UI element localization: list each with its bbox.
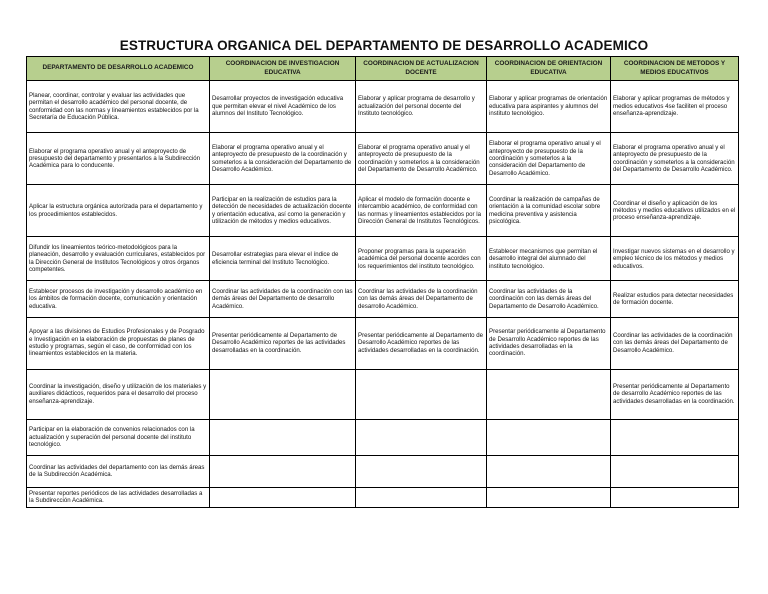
table-cell: Participar en la elaboración de convenios relacionados con la actualización y superación del personal docente del instituto tecnológico.: [27, 419, 210, 455]
header-investigacion: COORDINACION DE INVESTIGACION EDUCATIVA: [210, 57, 356, 81]
table-cell: Coordinar las actividades de la coordinación con las demás áreas del Departamento de desarrollo Académico.: [210, 281, 356, 317]
table-cell: Aplicar la estructura orgánica autorizada para el departamento y los procedimientos establecidos.: [27, 185, 210, 237]
table-cell: [210, 455, 356, 487]
table-cell: Coordinar la investigación, diseño y utilización de los materiales y auxiliares didácticos, requeridos para el desarrollo del proceso enseñanza-aprendizaje.: [27, 369, 210, 419]
table-cell: Coordinar el diseño y aplicación de los métodos y medios educativos utilizados en el proceso enseñanza-aprendizaje.: [611, 185, 739, 237]
table-cell: Coordinar las actividades del departamento con las demás áreas de la Subdirección Académica.: [27, 455, 210, 487]
table-cell: [487, 369, 611, 419]
table-cell: [611, 487, 739, 507]
table-cell: Elaborar el programa operativo anual y el anteproyecto de presupuesto de la coordinación y someterlos a la consideración del Departamento de Desarrollo Académico.: [611, 133, 739, 185]
table-row: [27, 237, 739, 281]
table-cell: [210, 487, 356, 507]
table-cell: Desarrollar estrategias para elevar el índice de eficiencia terminal del Instituto Tecnológico.: [210, 237, 356, 281]
table-cell: Coordinar las actividades de la coordinación con las demás áreas del Departamento de desarrollo Académico.: [356, 281, 487, 317]
table-cell: Elaborar el programa operativo anual y el anteproyecto de presupuesto de la coordinación y someterlos a la consideración del Departamento de Desarrollo Académico.: [487, 133, 611, 185]
table-cell: [356, 419, 487, 455]
table-cell: [210, 369, 356, 419]
table-cell: Presentar reportes periódicos de las actividades desarrolladas a la Subdirección Académica.: [27, 487, 210, 507]
table-cell: Proponer programas para la superación académica del personal docente acordes con los requerimientos del instituto tecnológico.: [356, 237, 487, 281]
table-cell: Difundir los lineamientos teórico-metodológicos para la planeación, desarrollo y evaluación curriculares, establecidos por la Dirección General de Institutos Tecnológicos y otros órganos competentes.: [27, 237, 210, 281]
table-cell: Elaborar y aplicar programas de métodos y medios educativos 4se faciliten el proceso enseñanza-aprendizaje.: [611, 81, 739, 133]
header-actualizacion: COORDINACION DE ACTUALIZACION DOCENTE: [356, 57, 487, 81]
table-header-row: [27, 57, 739, 81]
table-cell: Coordinar las actividades de la coordinación con las demás áreas del Departamento de Desarrollo Académico.: [487, 281, 611, 317]
table-cell: Desarrollar proyectos de investigación educativa que permitan elevar el nivel Académico de los alumnos del Instituto Tecnológico.: [210, 81, 356, 133]
table-cell: Elaborar y aplicar programas de orientación educativa para aspirantes y alumnos del instituto tecnológico.: [487, 81, 611, 133]
table-row: [27, 455, 739, 487]
table-cell: Elaborar el programa operativo anual y el anteproyecto de presupuesto de la coordinación y someterlos a la consideración del Departamento de Desarrollo Académico.: [210, 133, 356, 185]
table-cell: Coordinar la realización de campañas de orientación a la comunidad escolar sobre medicina preventiva y asistencia psicológica.: [487, 185, 611, 237]
table-cell: [356, 455, 487, 487]
table-cell: Aplicar el modelo de formación docente e intercambio académico, de conformidad con las normas y lineamientos establecidos por la Dirección General de Institutos Tecnológicos.: [356, 185, 487, 237]
table-cell: Elaborar el programa operativo anual y el anteproyecto de presupuesto del departamento y presentarlos a la Subdirección Académica para lo conducente.: [27, 133, 210, 185]
table-row: [27, 487, 739, 507]
table-cell: [611, 419, 739, 455]
table-cell: [356, 487, 487, 507]
table-row: [27, 281, 739, 317]
table-cell: Establecer mecanismos que permitan el desarrollo integral del alumnado del instituto tecnológico.: [487, 237, 611, 281]
table-cell: Participar en la realización de estudios para la detección de necesidades de actualización docente y orientación educativa, así como la generación y utilización de métodos y medios educativos.: [210, 185, 356, 237]
header-metodos: COORDINACION DE METODOS Y MEDIOS EDUCATIVOS: [611, 57, 739, 81]
table-cell: [611, 455, 739, 487]
table-cell: [356, 369, 487, 419]
org-structure-table: [26, 56, 739, 508]
table-cell: Coordinar las actividades de la coordinación con las demás áreas del Departamento de Desarrollo Académico.: [611, 317, 739, 369]
table-cell: Elaborar y aplicar programa de desarrollo y actualización del personal docente del Instituto tecnológico.: [356, 81, 487, 133]
table-cell: [487, 419, 611, 455]
table-cell: Presentar periódicamente al Departamento de desarrollo Académico reportes de las actividades desarrolladas en la coordinación.: [611, 369, 739, 419]
table-row: [27, 419, 739, 455]
header-orientacion: COORDINACION DE ORIENTACION EDUCATIVA: [487, 57, 611, 81]
table-row: [27, 81, 739, 133]
table-row: [27, 133, 739, 185]
table-cell: Investigar nuevos sistemas en el desarrollo y empleo técnico de los métodos y medios educativos.: [611, 237, 739, 281]
page-title: ESTRUCTURA ORGANICA DEL DEPARTAMENTO DE DESARROLLO ACADEMICO: [119, 38, 649, 53]
table-cell: Realizar estudios para detectar necesidades de formación docente.: [611, 281, 739, 317]
table-cell: Planear, coordinar, controlar y evaluar las actividades que permitan el desarrollo académico del personal docente, de conformidad con las normas y lineamientos establecidos por la Secretaría de Educación Pública.: [27, 81, 210, 133]
table-cell: Presentar periódicamente al Departamento de Desarrollo Académico reportes de las actividades desarrolladas en la coordinación.: [487, 317, 611, 369]
header-departamento: DEPARTAMENTO DE DESARROLLO ACADEMICO: [27, 57, 210, 81]
table-cell: [487, 487, 611, 507]
table-cell: [487, 455, 611, 487]
table-row: [27, 185, 739, 237]
table-row: [27, 317, 739, 369]
table-row: [27, 369, 739, 419]
table-cell: Elaborar el programa operativo anual y el anteproyecto de presupuesto de la coordinación y someterlos a la consideración del Departamento de Desarrollo Académico.: [356, 133, 487, 185]
table-cell: Presentar periódicamente al Departamento de Desarrollo Académico reportes de las actividades desarrolladas en la coordinación.: [210, 317, 356, 369]
table-cell: Apoyar a las divisiones de Estudios Profesionales y de Posgrado e Investigación en la elaboración de propuestas de planes de estudio y programas, según el caso, de conformidad con los lineamientos establecidos en la materia.: [27, 317, 210, 369]
table-cell: [210, 419, 356, 455]
table-cell: Presentar periódicamente al Departamento de Desarrollo Académico reportes de las actividades desarrolladas en la coordinación.: [356, 317, 487, 369]
table-cell: Establecer procesos de investigación y desarrollo académico en los ámbitos de formación docente, comunicación y orientación educativa.: [27, 281, 210, 317]
